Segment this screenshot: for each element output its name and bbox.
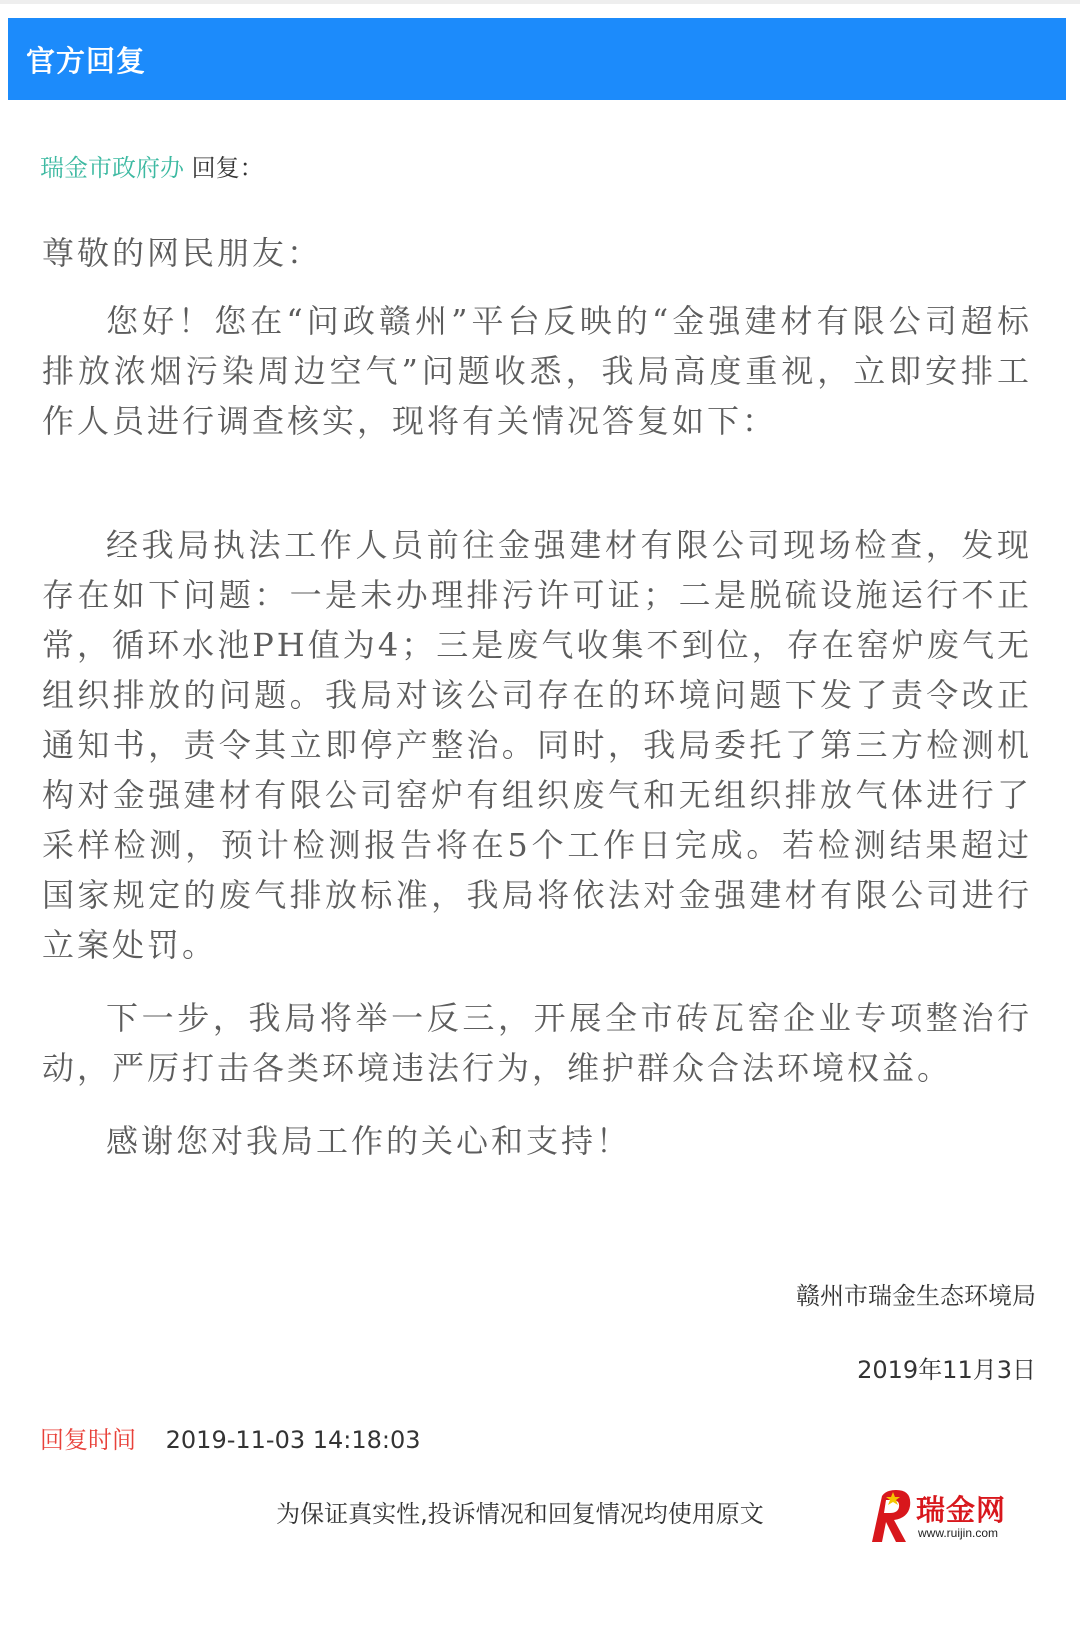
paragraph-thanks: 感谢您对我局工作的关心和支持！ [106, 1122, 632, 1160]
signature-date: 2019年11月3日 [857, 1356, 1036, 1384]
paragraph-intro: 您好！您在“问政赣州”平台反映的“金强建材有限公司超标排放浓烟污染周边空气”问题收悉，我局高度重视，立即安排工作人员进行调查核实，现将有关情况答复如下： [42, 302, 1032, 440]
author-link[interactable]: 瑞金市政府办 [40, 154, 184, 182]
salutation: 尊敬的网民朋友： [42, 234, 323, 272]
reply-content [40, 148, 1040, 1160]
paragraph-findings: 经我局执法工作人员前往金强建材有限公司现场检查，发现存在如下问题：一是未办理排污许可证；二是脱硫设施运行不正常，循环水池PH值为4；三是废气收集不到位，存在窑炉废气无组织排放的问题。我局对该公司存在的环境问题下发了责令改正通知书，责令其立即停产整治。同时，我局委托了第三方检测机构对金强建材有限公司窑炉有组织废气和无组织排放气体进行了采样检测，预计检测报告将在5个工作日完成。若检测结果超过国家规定的废气排放标准，我局将依法对金强建材有限公司进行立案处罚。 [42, 526, 1032, 964]
signature: 赣州市瑞金生态环境局 [796, 1282, 1036, 1310]
reply-author-line [40, 148, 1040, 188]
authenticity-note: 为保证真实性,投诉情况和回复情况均使用原文 [276, 1500, 764, 1528]
reply-time-label: 回复时间 [40, 1426, 136, 1454]
paragraph-next-steps: 下一步，我局将举一反三，开展全市砖瓦窑企业专项整治行动，严厉打击各类环境违法行为，维护群众合法环境权益。 [42, 999, 1032, 1087]
reply-time-value: 2019-11-03 14:18:03 [165, 1426, 421, 1454]
official-reply-header [8, 18, 1066, 100]
logo-text: 瑞金网 [916, 1493, 1007, 1527]
reply-time-row [40, 1420, 421, 1455]
logo-url-text: www.ruijin.com [918, 1526, 999, 1540]
ruijin-logo-icon [866, 1486, 922, 1546]
author-suffix: 回复： [184, 154, 264, 182]
ruijin-logo[interactable] [866, 1486, 1026, 1546]
header-title: 官方回复 [26, 43, 147, 78]
top-divider [0, 0, 1080, 4]
